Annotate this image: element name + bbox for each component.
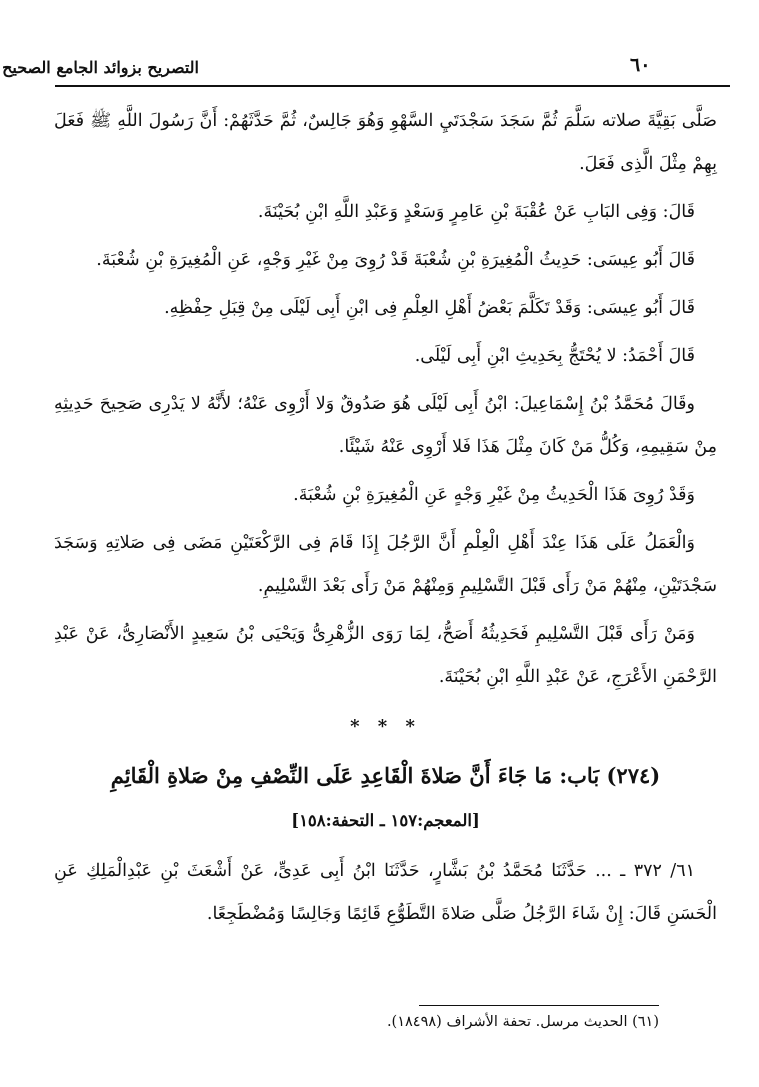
paragraph: وَمَنْ رَأَى قَبْلَ التَّسْلِيمِ فَحَدِيثُهُ أَصَحُّ، لِمَا رَوَى الزُّهْرِىُّ وَيَحْيَى بْنُ سَعِيدٍ الأَنْصَارِىُّ، عَنْ عَبْدِ الرَّحْمَنِ الأَعْرَجِ، عَنْ عَبْدِ اللَّهِ ابْنِ بُحَيْنَةَ. bbox=[54, 624, 717, 687]
running-title: التصريح بزوائد الجامع الصحيح bbox=[2, 58, 199, 77]
footnote-rule bbox=[419, 1005, 659, 1006]
footnote: (٦١) الحديث مرسل. تحفة الأشراف (١٨٤٩٨). bbox=[386, 1014, 659, 1030]
paragraph: وقَالَ مُحَمَّدُ بْنُ إِسْمَاعِيلَ: ابْنُ أَبِى لَيْلَى هُوَ صَدُوقٌ وَلا أَرْوِى عَنْهُ؛ لأَنَّهُ لا يَدْرِى صَحِيحَ حَدِيثِهِ مِنْ سَقِيمِهِ، وَكُلُّ مَنْ كَانَ مِثْلَ هَذَا فَلا أَرْوِى عَنْهُ شَيْئًا. bbox=[54, 394, 717, 457]
paragraph: قَالَ أَحْمَدُ: لا يُحْتَجُّ بِحَدِيثِ ابْنِ أَبِى لَيْلَى. bbox=[414, 346, 695, 366]
paragraph: قَالَ أَبُو عِيسَى: حَدِيثُ الْمُغِيرَةِ بْنِ شُعْبَةَ قَدْ رُوِىَ مِنْ غَيْرِ وَجْهٍ، عَنِ الْمُغِيرَةِ بْنِ شُعْبَةَ. bbox=[96, 250, 695, 270]
paragraph: صَلَّى بَقِيَّةَ صلاته سَلَّمَ ثُمَّ سَجَدَ سَجْدَتَيِ السَّهْوِ وَهُوَ جَالِسٌ، ثُمَّ حَدَّثَهُمْ: أَنَّ رَسُولَ اللَّهِ ﷺ فَعَلَ بِهِمْ مِثْلَ الَّذِى فَعَلَ. bbox=[54, 111, 717, 174]
paragraph: قَالَ أَبُو عِيسَى: وَقَدْ تَكَلَّمَ بَعْضُ أَهْلِ العِلْمِ فِى ابْنِ أَبِى لَيْلَى مِنْ قِبَلِ حِفْظِهِ. bbox=[164, 298, 695, 318]
page-number: ٦٠ bbox=[630, 54, 651, 76]
paragraph: قَالَ: وَفِى البَابِ عَنْ عُقْبَةَ بْنِ عَامِرٍ وَسَعْدٍ وَعَبْدِ اللَّهِ ابْنِ بُحَيْنَةَ. bbox=[257, 202, 695, 222]
paragraph: وَقَدْ رُوِىَ هَذَا الْحَدِيثُ مِنْ غَيْرِ وَجْهٍ عَنِ الْمُغِيرَةِ بْنِ شُعْبَةَ. bbox=[293, 485, 695, 505]
chapter-title: (٢٧٤) بَاب: مَا جَاءَ أَنَّ صَلاةَ الْقَاعِدِ عَلَى النِّصْفِ مِنْ صَلاةِ الْقَائِمِ bbox=[110, 763, 661, 788]
paragraph: وَالْعَمَلُ عَلَى هَذَا عِنْدَ أَهْلِ الْعِلْمِ أَنَّ الرَّجُلَ إِذَا قَامَ فِى الرَّكْعَتَيْنِ مَضَى فِى صَلاتِهِ وَسَجَدَ سَجْدَتَيْنِ، مِنْهُمْ مَنْ رَأَى قَبْلَ التَّسْلِيمِ وَمِنْهُمْ مَنْ رَأَى بَعْدَ التَّسْلِيمِ. bbox=[54, 533, 717, 596]
header-rule bbox=[55, 85, 730, 87]
hadith-text: ٦١/ ٣٧٢ ـ ... حَدَّثَنَا مُحَمَّدُ بْنُ بَشَّارٍ، حَدَّثَنَا ابْنُ أَبِى عَدِىٍّ، عَنْ أَشْعَثَ بْنِ عَبْدِالْمَلِكِ عَنِ الْحَسَنِ قَالَ: إِنْ شَاءَ الرَّجُلُ صَلَّى صَلاةَ التَّطَوُّعِ قَائِمًا وَجَالِسًا وَمُضْطَجِعًا. bbox=[54, 861, 717, 924]
body-text bbox=[54, 100, 717, 941]
chapter-reference: [المعجم:١٥٧ ـ التحفة:١٥٨] bbox=[291, 811, 480, 830]
section-separator: * * * bbox=[350, 716, 421, 737]
